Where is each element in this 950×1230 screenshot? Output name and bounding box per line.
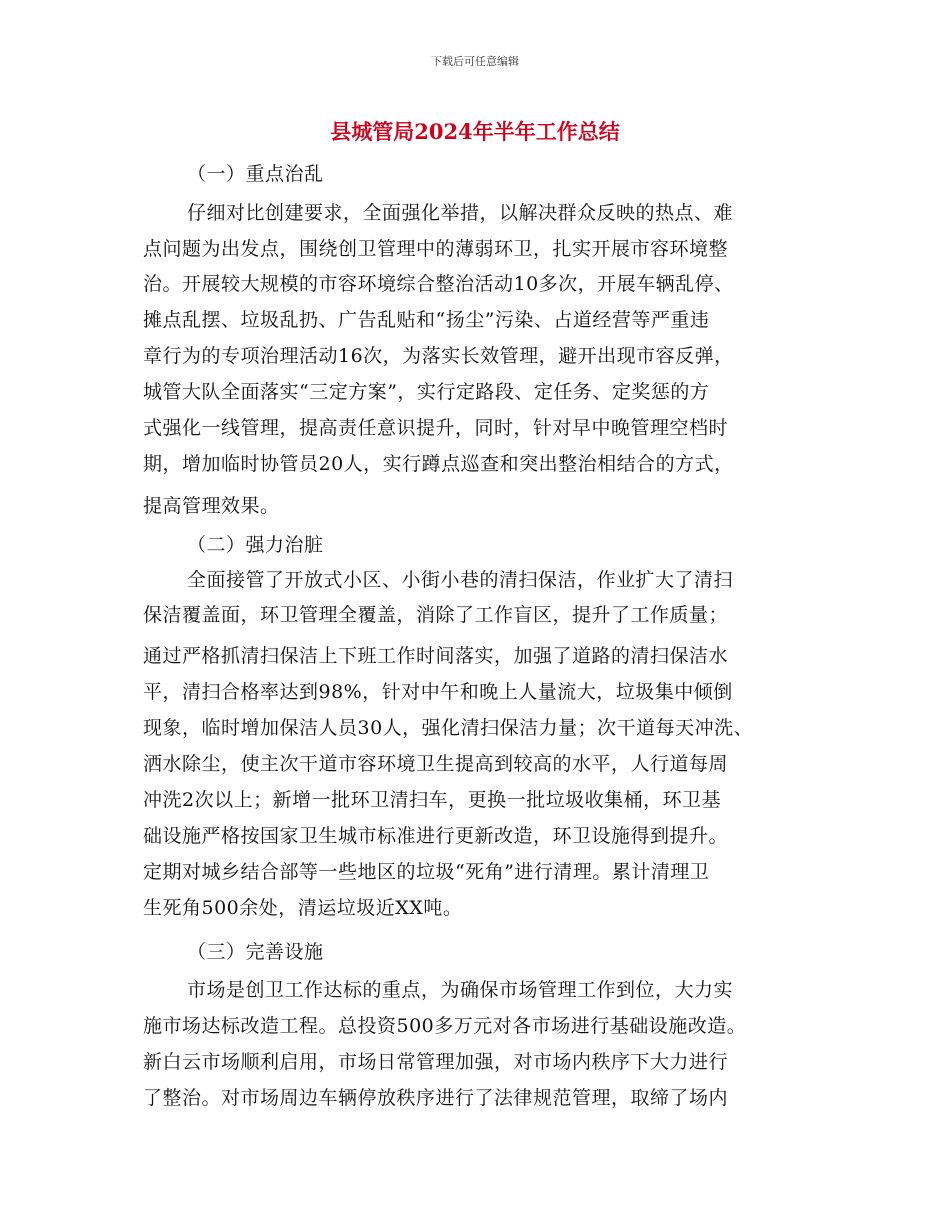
paragraph-line: 现象，临时增加保洁人员30人，强化清扫保洁力量；次干道每天冲洗、 [143, 717, 754, 739]
paragraph-line: 平，清扫合格率达到98%，针对中午和晚上人量流大，垃圾集中倾倒 [143, 681, 733, 703]
document-title: 县城管局2024年半年工作总结 [330, 119, 620, 144]
section-heading: （三）完善设施 [187, 941, 324, 963]
paragraph-line: 通过严格抓清扫保洁上下班工作时间落实，加强了道路的清扫保洁水 [143, 645, 729, 667]
paragraph-line: 治。开展较大规模的市容环境综合整治活动10多次，开展车辆乱停、 [143, 273, 734, 295]
paragraph-line: 了整治。对市场周边车辆停放秩序进行了法律规范管理，取缔了场内 [143, 1087, 729, 1109]
header-note: 下载后可任意编辑 [431, 55, 519, 68]
paragraph-line: 冲洗2次以上；新增一批环卫清扫车，更换一批垃圾收集桶，环卫基 [143, 789, 722, 811]
section-heading: （二）强力治脏 [187, 534, 324, 556]
paragraph-line: 保洁覆盖面，环卫管理全覆盖，消除了工作盲区，提升了工作质量； [143, 604, 729, 626]
paragraph-line: 全面接管了开放式小区、小街小巷的清扫保洁，作业扩大了清扫 [187, 569, 734, 591]
paragraph-line: 期，增加临时协管员20人，实行蹲点巡查和突出整治相结合的方式， [143, 453, 734, 475]
paragraph-line: 式强化一线管理，提高责任意识提升，同时，针对早中晚管理空档时 [143, 417, 729, 439]
paragraph-line: 摊点乱摆、垃圾乱扔、广告乱贴和“扬尘”污染、占道经营等严重违 [143, 309, 710, 331]
paragraph-line: 新白云市场顺利启用，市场日常管理加强，对市场内秩序下大力进行 [143, 1051, 729, 1073]
paragraph-line: 城管大队全面落实“三定方案”，实行定路段、定任务、定奖惩的方 [143, 381, 710, 403]
paragraph-line: 仔细对比创建要求，全面强化举措，以解决群众反映的热点、难 [187, 202, 734, 224]
paragraph-line: 生死角500余处，清运垃圾近XX吨。 [143, 897, 463, 919]
paragraph-line: 础设施严格按国家卫生城市标准进行更新改造，环卫设施得到提升。 [143, 825, 729, 847]
paragraph-line: 定期对城乡结合部等一些地区的垃圾“死角”进行清理。累计清理卫 [143, 861, 710, 883]
paragraph-line: 市场是创卫工作达标的重点，为确保市场管理工作到位，大力实 [187, 979, 734, 1001]
section-heading: （一）重点治乱 [187, 163, 324, 185]
paragraph-line: 洒水除尘，使主次干道市容环境卫生提高到较高的水平，人行道每周 [143, 753, 729, 775]
paragraph-line: 提高管理效果。 [143, 495, 280, 517]
paragraph-line: 施市场达标改造工程。总投资500多万元对各市场进行基础设施改造。 [143, 1015, 747, 1037]
paragraph-line: 点问题为出发点，围绕创卫管理中的薄弱环卫，扎实开展市容环境整 [143, 238, 729, 260]
paragraph-line: 章行为的专项治理活动16次，为落实长效管理，避开出现市容反弹， [143, 345, 734, 367]
